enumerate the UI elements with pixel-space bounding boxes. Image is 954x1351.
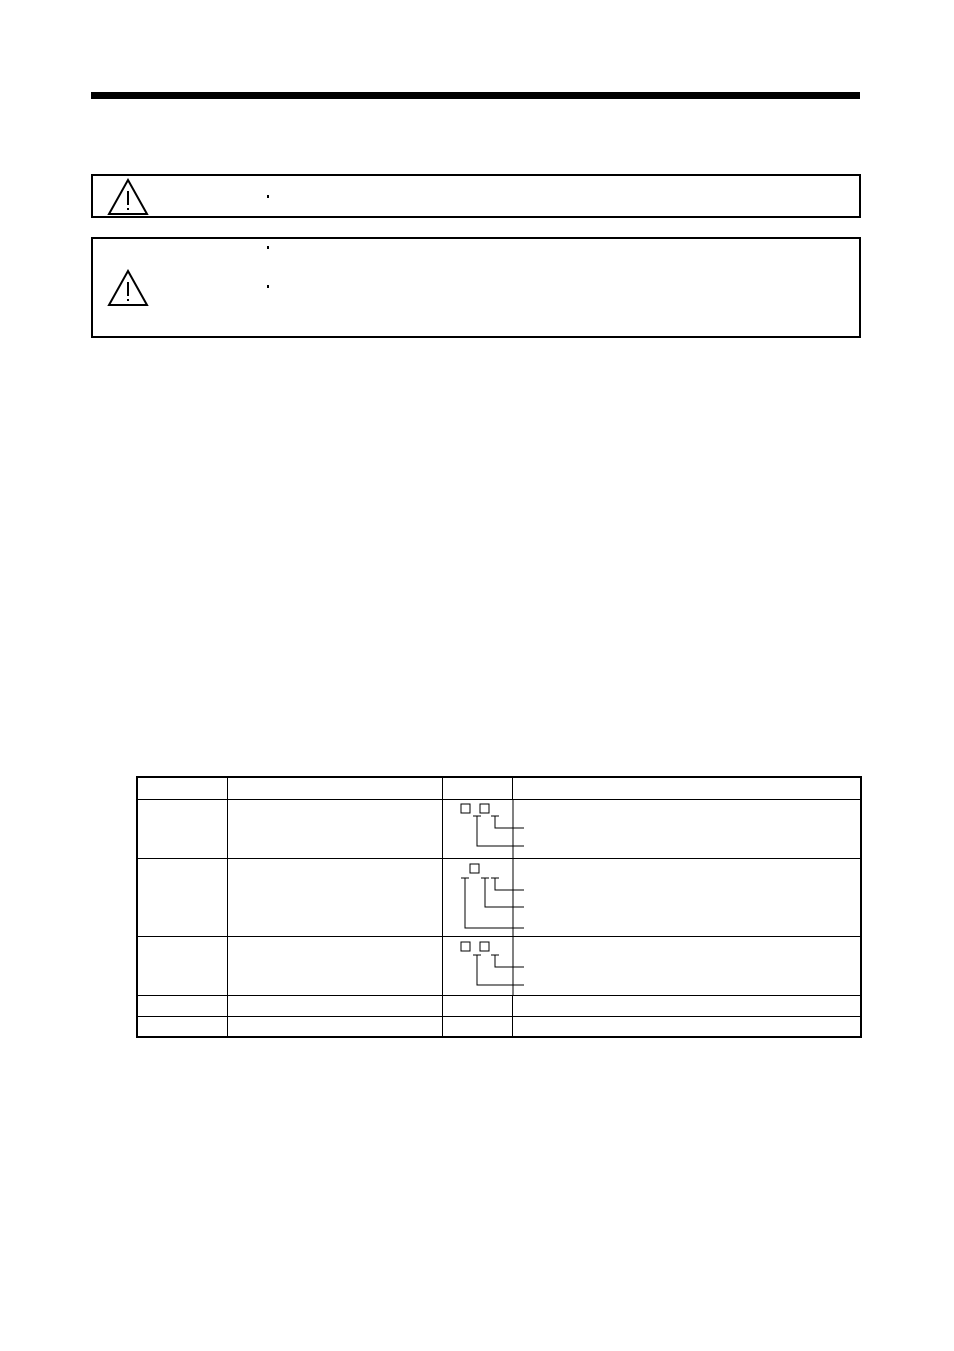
table-cell xyxy=(442,777,512,799)
table-cell xyxy=(512,995,861,1016)
table-cell xyxy=(137,777,227,799)
table-cell xyxy=(512,1016,861,1037)
table-cell xyxy=(227,995,442,1016)
table-row xyxy=(137,799,861,858)
table-cell xyxy=(137,995,227,1016)
warning-box xyxy=(91,237,861,338)
table-cell xyxy=(137,1016,227,1037)
table-cell xyxy=(227,936,442,995)
model-code-diagram xyxy=(442,799,861,858)
warning-triangle-icon xyxy=(107,178,149,216)
bullet-marker xyxy=(267,285,269,288)
bullet-marker xyxy=(267,195,269,198)
warning-triangle-icon xyxy=(107,269,149,307)
table-cell xyxy=(227,858,442,936)
header-rule xyxy=(91,92,860,99)
model-code-diagram xyxy=(442,858,861,936)
table-row xyxy=(137,858,861,936)
table-cell xyxy=(137,799,227,858)
table-cell xyxy=(442,1016,512,1037)
table-cell xyxy=(227,777,442,799)
table-row xyxy=(137,995,861,1016)
table-row xyxy=(137,936,861,995)
table-cell xyxy=(227,1016,442,1037)
table-cell xyxy=(442,995,512,1016)
table-cell xyxy=(512,777,861,799)
bullet-marker xyxy=(267,246,269,249)
warning-box xyxy=(91,174,861,218)
table-cell xyxy=(137,858,227,936)
table-row xyxy=(137,1016,861,1037)
spec-table xyxy=(136,776,862,1038)
model-code-diagram xyxy=(442,936,861,995)
table-cell xyxy=(137,936,227,995)
table-cell xyxy=(227,799,442,858)
table-header-row xyxy=(137,777,861,799)
